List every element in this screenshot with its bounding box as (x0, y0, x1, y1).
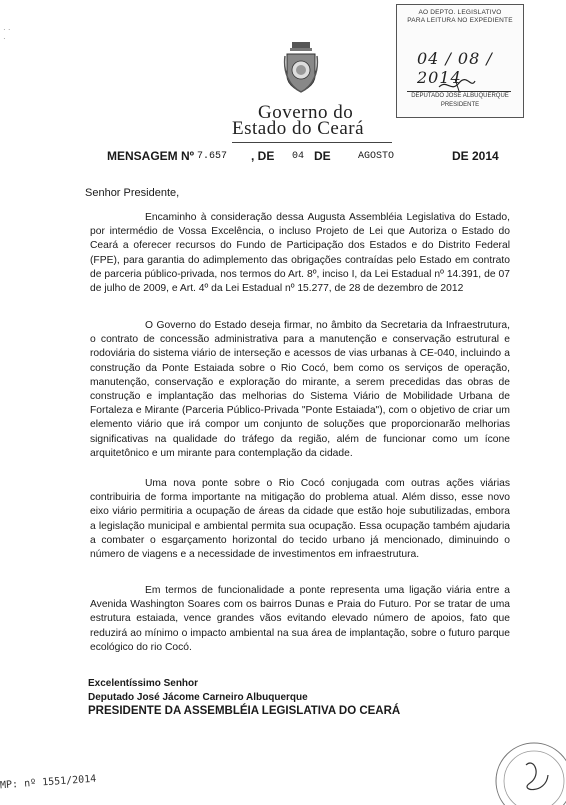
stamp-date: 04 / 08 / 2014 (417, 49, 493, 87)
stamp-line2: PARA LEITURA NO EXPEDIENTE (407, 17, 513, 24)
paragraph-2 (90, 319, 510, 461)
stamp-divider (407, 91, 511, 92)
message-day: 04 (292, 151, 305, 162)
addressee-line1: Excelentíssimo Senhor (88, 678, 199, 689)
paragraph-1 (90, 211, 510, 296)
stamp-line1: AO DEPTO. LEGISLATIVO (418, 9, 502, 16)
stamp-name: DEPUTADO JOSÉ ALBUQUERQUE (411, 93, 509, 99)
coat-of-arms-icon (283, 42, 319, 94)
addressee-line2: Deputado José Jácome Carneiro Albuquerque (88, 692, 308, 703)
message-number: 7.657 (197, 151, 228, 162)
paragraph-text: Encaminho à consideração dessa Augusta Assembléia Legislativa do Estado, por intermédio de Vossa Excelência, o incluso Projeto de Lei que Autoriza o Estado do Ceará a oferecer recursos do Fundo de Participação dos Estados e do Distrito Federal (FPE), para garantia do adimplemento das obrigações contraídas pelo Estado em contrato de parceria público-privada, nos termos do Art. 8º, inciso I, da Lei Estadual nº 14.391, de 07 de julho de 2009, e Art. 4º da Lei Estadual nº 15.277, de 28 de dezembro de 2012 (90, 212, 510, 295)
salutation: Senhor Presidente, (85, 187, 180, 199)
paragraph-3 (90, 477, 510, 562)
paragraph-4 (90, 584, 510, 655)
government-title-line2: Estado do Ceará (232, 118, 365, 139)
message-year: DE 2014 (452, 149, 499, 163)
message-label: MENSAGEM Nº (107, 149, 195, 163)
protocol-seal-icon (486, 735, 566, 805)
margin-marks: · · · (3, 25, 11, 43)
government-title-line1: Governo do (258, 102, 354, 123)
message-de1: , DE (251, 149, 275, 163)
paragraph-text: Em termos de funcionalidade a ponte representa uma ligação viária entre a Avenida Washington Soares com os bairros Dunas e Praia do Futuro. Por se tratar de uma estrutura estaiada, vence grandes vãos evitando elevado número de apoios, fato que reduzirá ao mínimo o impacto ambiental na sua área de implantação, sobre o futuro parque ecológico do rio Cocó. (90, 585, 510, 653)
reception-stamp (396, 4, 524, 118)
stamp-role: PRESIDENTE (440, 102, 480, 108)
addressee-line3: PRESIDENTE DA ASSEMBLÉIA LEGISLATIVA DO CEARÁ (88, 705, 401, 717)
paragraph-text: Uma nova ponte sobre o Rio Cocó conjugada com outras ações viárias contribuiria de forma importante na mitigação do problema atual. Além disso, esse novo eixo viário permitiria a ocupação de áreas da cidade que estão hoje subutilizadas, embora a legislação municipal e ambiental permita sua ocupação. Essa ocupação também ajudaria a combater o esgarçamento horizontal do tecido urbano já mencionado, diminuindo o número de viagens e a necessidade de investimentos em infraestrutura. (90, 478, 510, 561)
message-month: AGOSTO (358, 151, 395, 162)
handwritten-protocol-note: MP: nº 1551/2014 (0, 773, 97, 792)
message-de2: DE (314, 149, 331, 163)
header-divider (232, 142, 392, 143)
paragraph-text: O Governo do Estado deseja firmar, no âmbito da Secretaria da Infraestrutura, o contrato de concessão administrativa para a manutenção e conservação estrutural e rodoviária do sistema viário de interseção e acessos de vias urbanas à CE-040, incluindo a construção da Ponte Estaiada sobre o Rio Cocó, bem como os serviços de operação, manutenção, conservação e exploração do mirante, a serem precedidas das obras de construção e implantação das melhorias do Sistema Viário de Mobilidade Urbana de Fortaleza e Mirante (Parceria Público-Privada "Ponte Estaiada"), com o objetivo de criar um elemento viário que irá compor um conjunto de soluções que proporcionarão melhorias significativas na qualidade do tráfego da região, além de funcionar como um ícone arquitetônico e um mirante para contemplação da cidade. (90, 320, 510, 459)
